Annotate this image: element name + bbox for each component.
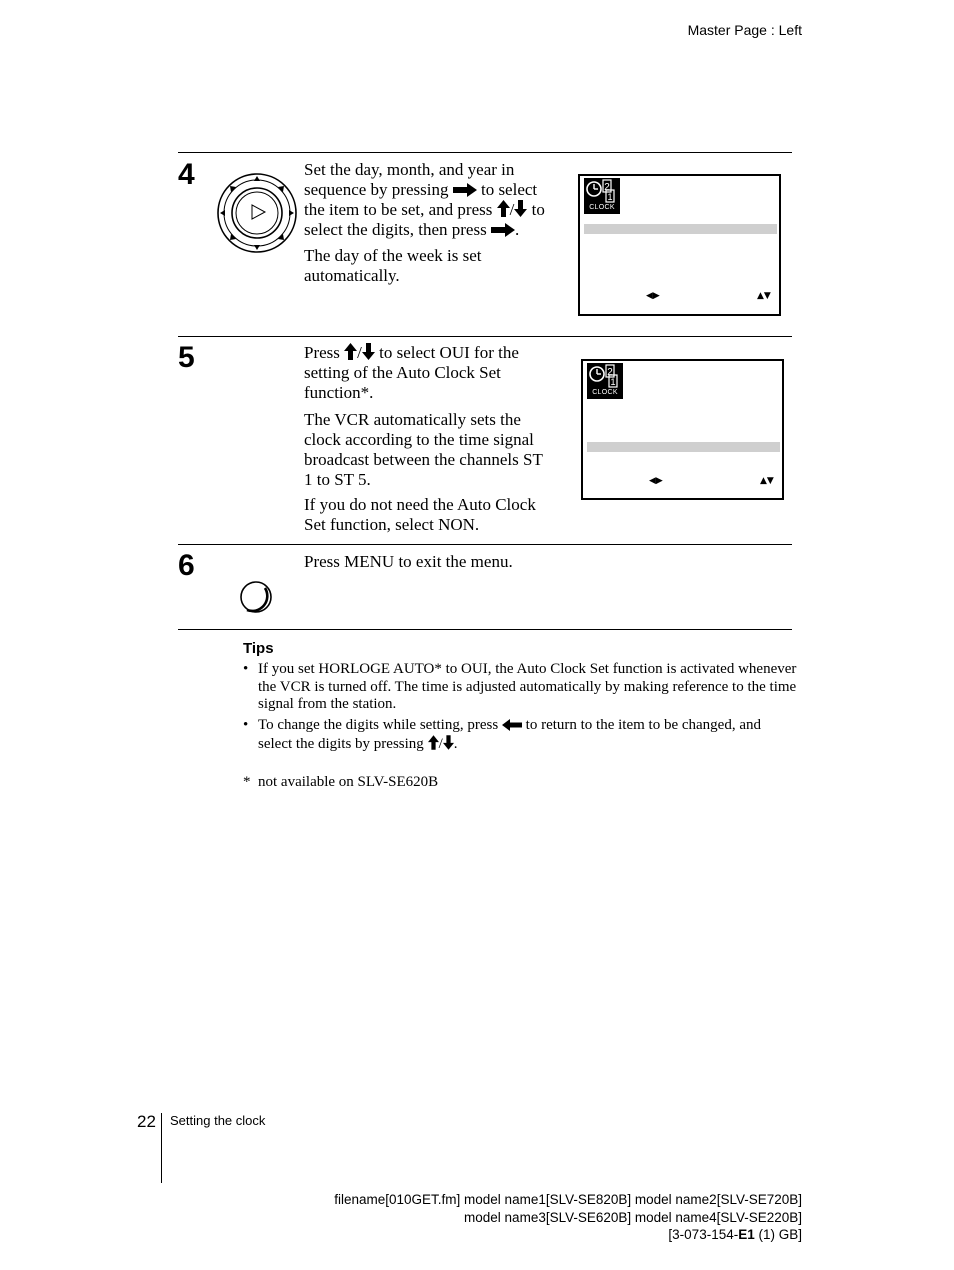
left-right-nav-icon: ◀▶ — [649, 476, 663, 486]
step4-instruction — [304, 160, 562, 240]
step-number-4: 4 — [178, 158, 195, 191]
step4-text-c: to select the digits, then press — [304, 200, 545, 239]
file-info — [334, 1191, 802, 1244]
tip-text-2 — [258, 717, 798, 753]
section-title: Setting the clock — [170, 1113, 266, 1128]
step6-top-rule — [178, 544, 792, 545]
arrow-right-icon — [491, 223, 515, 237]
bullet: • — [243, 661, 249, 677]
up-down-nav-icon: ▲▼ — [757, 291, 771, 301]
step6-instruction: Press MENU to exit the menu. — [304, 552, 513, 571]
svg-text:1: 1 — [610, 377, 616, 387]
step5-note: The VCR automatically sets the clock according to the time signal broadcast between the channels ST 1 to ST 5. — [304, 410, 543, 489]
master-page-label: Master Page : Left — [687, 22, 802, 38]
page-number: 22 — [137, 1112, 156, 1131]
menu-button-icon — [239, 580, 273, 614]
file-info-line-1: filename[010GET.fm] model name1[SLV-SE820B] model name2[SLV-SE720B] — [334, 1192, 802, 1207]
clock-menu-screen-step4 — [578, 174, 781, 316]
step5-instruction — [304, 343, 554, 403]
tip-item-2 — [243, 717, 795, 753]
step5-slash: / — [357, 343, 362, 362]
file-info-line-2: model name3[SLV-SE620B] model name4[SLV-SE220B] — [464, 1209, 802, 1225]
arrow-left-icon — [502, 719, 522, 731]
step5-text-b: to select OUI for the setting of the Auto Clock Set function*. — [304, 343, 519, 402]
footnote: * not available on SLV-SE620B — [243, 774, 439, 790]
step4-text-d: . — [514, 220, 520, 239]
step4-note: The day of the week is set automatically. — [304, 246, 482, 285]
svg-text:2: 2 — [604, 182, 610, 193]
up-down-nav-icon: ▲▼ — [760, 476, 774, 486]
tip-text-1: If you set HORLOGE AUTO* to OUI, the Auto Clock Set function is activated whenever the VCR is turned off. The time is adjusted automatically by making reference to the time signal from the station. — [258, 661, 797, 712]
left-right-nav-icon: ◀▶ — [646, 291, 660, 301]
svg-text:2: 2 — [607, 367, 613, 378]
file-info-code: [3-073-154- — [668, 1227, 739, 1242]
arrow-up-icon — [344, 343, 357, 360]
clock-icon-label: CLOCK — [589, 204, 615, 211]
tip2-text-a: To change the digits while setting, press — [258, 717, 499, 733]
file-info-line-3 — [334, 1226, 802, 1244]
arrow-up-icon — [497, 200, 510, 217]
step4-top-rule — [178, 152, 792, 153]
step5-top-rule — [178, 336, 792, 337]
clock-icon-label: CLOCK — [592, 389, 618, 396]
file-info-suffix: (1) GB] — [754, 1227, 802, 1242]
footer-vertical-rule — [161, 1113, 162, 1183]
arrow-up-icon — [428, 735, 439, 750]
arrow-down-icon — [514, 200, 527, 217]
selected-row-highlight — [587, 442, 780, 452]
selected-row-highlight — [584, 224, 777, 234]
bullet: • — [243, 717, 249, 733]
steps-bottom-rule — [178, 629, 792, 630]
step4-text-b: to select the item to be set, and press — [304, 180, 538, 219]
step-number-5: 5 — [178, 341, 195, 374]
tip2-text-b: to return to the item to be changed, and select the digits by pressing — [258, 717, 761, 752]
file-info-edition: E1 — [738, 1227, 755, 1242]
step4-text-a: Set the day, month, and year in sequence by pressing — [304, 160, 515, 199]
step5-note-2: If you do not need the Auto Clock Set function, select NON. — [304, 495, 536, 534]
step5-text-a: Press — [304, 343, 340, 362]
step4-slash: / — [509, 200, 515, 219]
svg-text:1: 1 — [607, 192, 613, 202]
tip-item-1 — [243, 661, 795, 715]
arrow-down-icon — [362, 343, 375, 360]
tips-heading: Tips — [243, 640, 274, 657]
arrow-down-icon — [443, 735, 454, 750]
clock-menu-screen-step5 — [581, 359, 784, 500]
tip2-slash: / — [438, 735, 443, 752]
step-number-6: 6 — [178, 549, 195, 582]
jog-dial-button-icon — [216, 172, 298, 254]
tip2-text-c: . — [453, 735, 458, 752]
arrow-right-icon — [453, 183, 477, 197]
